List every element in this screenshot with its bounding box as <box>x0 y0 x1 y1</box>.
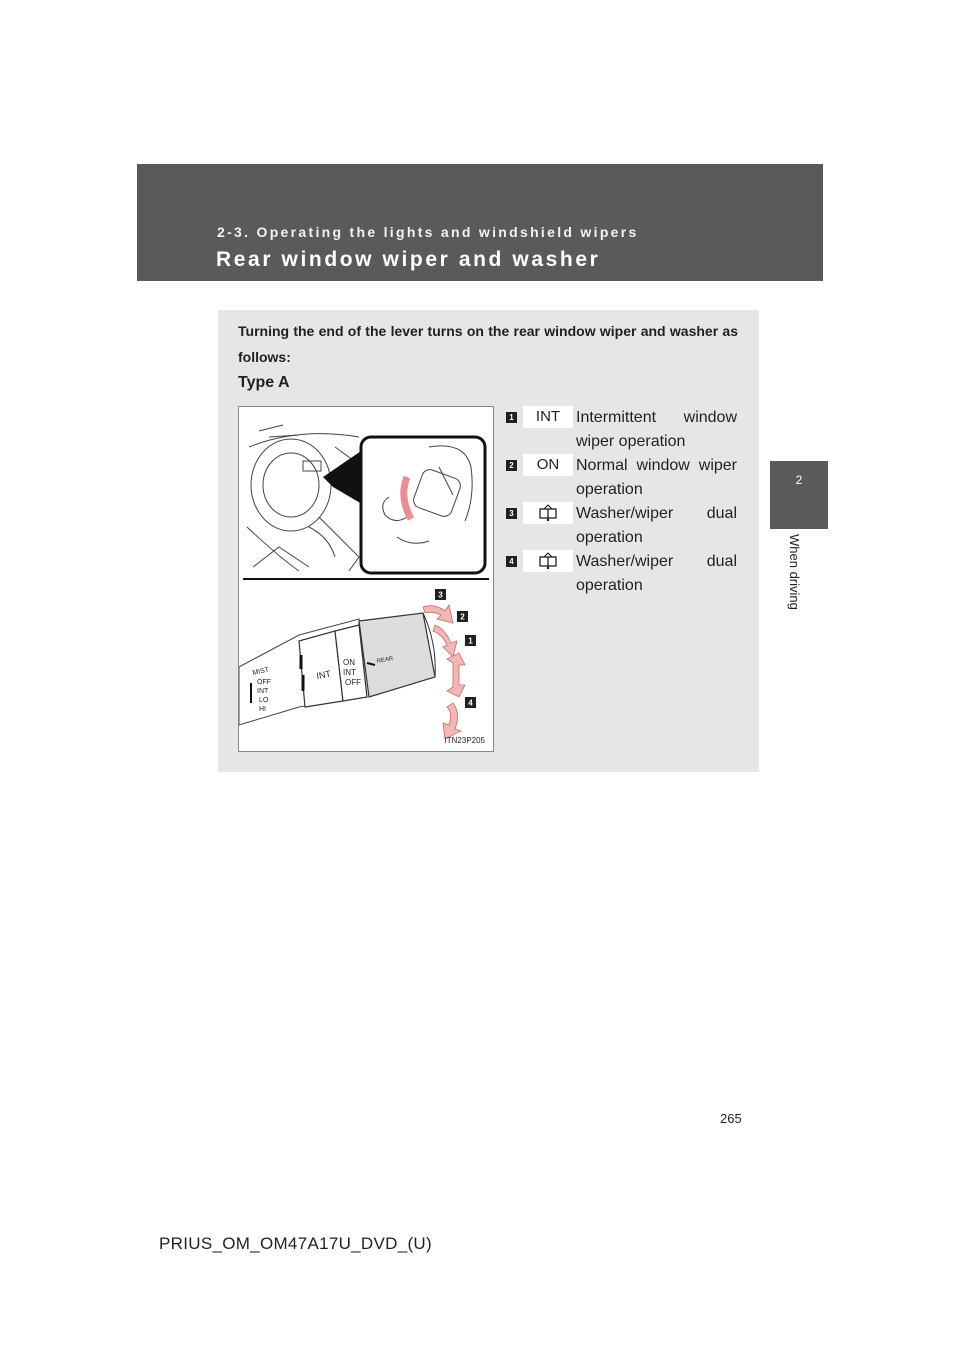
legend-number: 1 <box>506 412 517 423</box>
wiper-lever-illustration <box>239 407 493 751</box>
page-number: 265 <box>720 1111 742 1126</box>
legend-item-3 <box>506 502 738 550</box>
lever-end-knob[interactable] <box>359 613 435 697</box>
lever-label-int: INT <box>257 688 269 695</box>
dashboard-sketch <box>247 425 359 571</box>
lever-label-rear-int: INT <box>343 668 356 677</box>
arrow-2 <box>433 625 457 657</box>
legend-text: Normal window wiper operation <box>576 457 737 498</box>
lever-label-mid-int: INT <box>315 668 332 681</box>
legend-text: Washer/wiper dual operation <box>576 553 737 594</box>
lever-label-hi: HI <box>259 706 266 713</box>
legend-item-1 <box>506 406 738 454</box>
footer-document-code: PRIUS_OM_OM47A17U_DVD_(U) <box>159 1234 432 1253</box>
header-band <box>137 164 823 281</box>
chapter-tab[interactable] <box>770 461 828 529</box>
figure-code: ITN23P205 <box>444 736 485 745</box>
content-box <box>218 310 759 772</box>
callout-2: 2 <box>460 612 465 622</box>
callout-4: 4 <box>468 698 473 708</box>
wiper-lever-figure <box>238 406 494 752</box>
legend-chip <box>523 550 573 572</box>
lever-label-rear-off: OFF <box>345 678 361 687</box>
lever-label-off: OFF <box>257 679 271 686</box>
arrow-4 <box>443 703 461 739</box>
lever-label-rear: REAR <box>376 656 394 665</box>
intro-text: Turning the end of the lever turns on the rear window wiper and washer as follows: <box>238 323 738 365</box>
legend-text: Intermittent window wiper operation <box>576 409 737 450</box>
legend-item-4 <box>506 550 738 598</box>
legend-item-2 <box>506 454 738 502</box>
section-title: 2-3. Operating the lights and windshield wipers <box>217 224 639 240</box>
zoom-callout <box>361 437 485 573</box>
legend-number: 2 <box>506 460 517 471</box>
washer-icon <box>537 504 559 522</box>
washer-icon <box>537 552 559 570</box>
legend-number: 4 <box>506 556 517 567</box>
chapter-tab-number: 2 <box>795 473 803 487</box>
legend-chip: ON <box>523 454 573 476</box>
callout-3: 3 <box>438 590 443 600</box>
arrow-3 <box>423 605 453 623</box>
arrow-1 <box>447 653 465 697</box>
legend-text: Washer/wiper dual operation <box>576 505 737 546</box>
page-title: Rear window wiper and washer <box>216 248 601 271</box>
chapter-tab-label: When driving <box>787 534 802 610</box>
legend-chip <box>523 502 573 524</box>
lever-label-lo: LO <box>259 697 269 704</box>
lever-label-mist: MIST <box>251 666 270 677</box>
legend-number: 3 <box>506 508 517 519</box>
type-label: Type A <box>238 374 290 391</box>
callout-1: 1 <box>468 636 473 646</box>
legend-chip: INT <box>523 406 573 428</box>
lever-label-on: ON <box>343 658 355 667</box>
